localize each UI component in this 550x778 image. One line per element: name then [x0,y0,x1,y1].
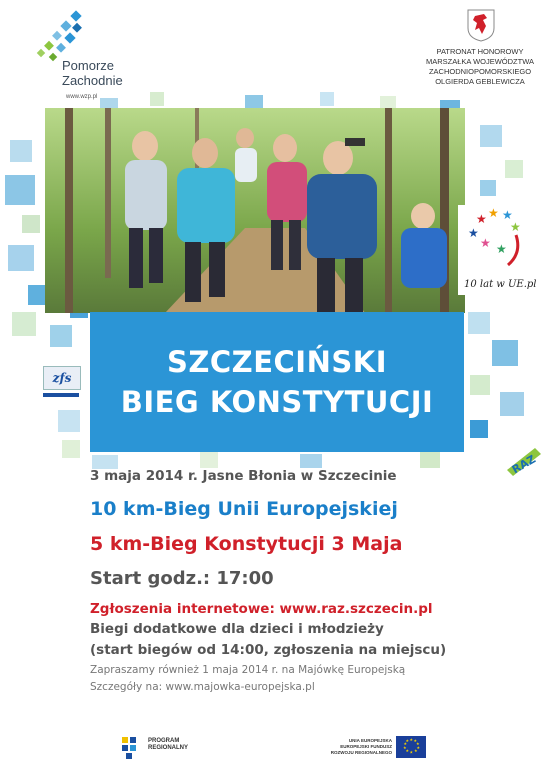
zfs-label: zfs [52,371,72,385]
region-logo-url: www.wzp.pl [66,94,98,100]
ten-years-label: 10 lat w UE.pl [464,279,537,290]
svg-text:★: ★ [510,220,521,234]
eu-flag-icon [396,736,426,758]
patronat-line1: PATRONAT HONOROWY [436,47,524,56]
raz-label: RAZ [509,452,538,477]
raz-logo [505,444,543,478]
eu-line1: UNIA EUROPEJSKA [348,738,392,743]
svg-text:★: ★ [405,748,410,753]
zfs-logo [43,366,81,402]
svg-text:★: ★ [405,738,410,744]
extra-runs-details: (start biegów od 14:00, zgłoszenia na miejscu) [90,642,447,658]
start-time: Start godz.: 17:00 [90,568,274,589]
svg-text:★: ★ [414,748,418,753]
ten-years-eu-logo [458,205,540,295]
svg-text:★: ★ [476,212,487,226]
title-line1: SZCZECIŃSKI [166,345,388,379]
eu-fund-text [330,738,392,756]
race-5km: 5 km-Bieg Konstytucji 3 Maja [90,533,403,555]
eu-line3: ROZWOJU REGIONALNEGO [330,750,392,755]
svg-text:★: ★ [403,741,408,747]
extra-runs: Biegi dodatkowe dla dzieci i młodzieży [90,621,384,637]
patronat-honorowy [400,47,550,87]
race-10km: 10 km-Bieg Unii Europejskiej [90,498,398,520]
title-line2: BIEG KONSTYTUCJI [120,385,434,419]
program-regionalny-text [148,738,188,752]
svg-text:★: ★ [416,744,421,750]
patronat-line4: OLGIERDA GEBLEWICZA [435,77,525,86]
svg-text:★: ★ [468,226,479,240]
svg-text:★: ★ [502,208,513,222]
program-line1: PROGRAM [148,738,180,744]
svg-text:★: ★ [496,242,507,256]
svg-text:★: ★ [409,737,414,742]
svg-text:★: ★ [488,206,499,220]
svg-text:★: ★ [403,744,407,750]
region-logo-line2: Zachodnie [62,73,123,88]
patronat-line3: ZACHODNIOPOMORSKIEGO [428,67,532,76]
registration-link[interactable]: Zgłoszenia internetowe: www.raz.szczecin.pl [90,601,433,617]
runners-photo [45,108,465,313]
eu-line2: EUROPEJSKI FUNDUSZ [340,744,392,749]
svg-text:★: ★ [480,236,491,250]
invite-text: Zapraszamy również 1 maja 2014 r. na Majówkę Europejską [90,664,406,676]
region-logo-line1: Pomorze [62,58,115,73]
patronat-line2: MARSZAŁKA WOJEWÓDZTWA [425,57,535,66]
region-logo-text [62,58,123,88]
details-link[interactable]: Szczegóły na: www.majowka-europejska.pl [90,681,315,693]
svg-text:★: ★ [413,738,418,744]
program-line2: REGIONALNY [148,745,189,751]
svg-text:★: ★ [416,741,420,747]
griffin-crest-icon [466,8,496,42]
svg-text:★: ★ [409,749,414,755]
date-place: 3 maja 2014 r. Jasne Błonia w Szczecinie [90,468,397,484]
title-box [90,312,464,452]
